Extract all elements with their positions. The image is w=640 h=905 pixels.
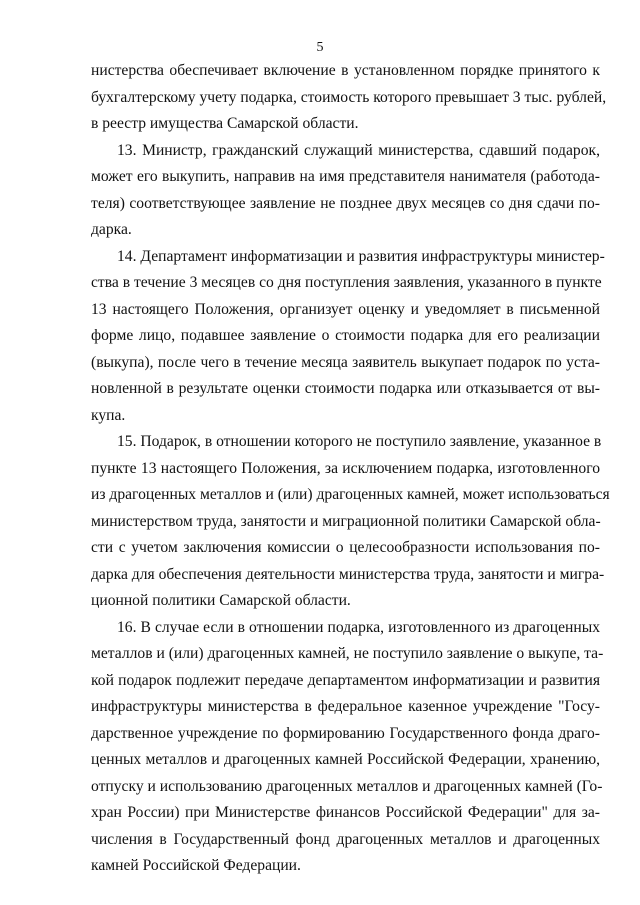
text-line: дарка для обеспечения деятельности министерства труда, занятости и мигра- [91,566,605,583]
text-line: в реестр имущества Самарской области. [91,115,359,132]
page-number: 5 [316,40,324,55]
text-line: бухгалтерскому учету подарка, стоимость которого превышает 3 тыс. рублей, [91,89,607,106]
text-line: дарственное учреждение по формированию Государственного фонда драго- [91,725,600,742]
text-line: пункте 13 настоящего Положения, за исключением подарка, изготовленного [91,460,600,477]
text-line: инфраструктуры министерства в федеральное казенное учреждение "Госу- [91,698,600,715]
text-line: ционной политики Самарской области. [91,592,351,609]
text-line: из драгоценных металлов и (или) драгоценных камней, может использоваться [91,486,610,503]
text-line: (выкупа), после чего в течение месяца заявитель выкупает подарок по уста- [91,354,600,371]
text-line: теля) соответствующее заявление не позднее двух месяцев со дня сдачи по- [91,195,600,212]
text-line: купа. [91,407,126,424]
text-line: ценных металлов и драгоценных камней Российской Федерации, хранению, [91,751,600,768]
text-line: числения в Государственный фонд драгоценных металлов и драгоценных [91,831,600,848]
text-line: ства в течение 3 месяцев со дня поступления заявления, указанного в пункте [91,274,602,291]
text-line: новленной в результате оценки стоимости подарка или отказывается от вы- [91,380,600,397]
paragraph-13-first-line: 13. Министр, гражданский служащий министерства, сдавший подарок, [117,142,600,159]
text-line: 13 настоящего Положения, организует оценку и уведомляет в письменной [91,301,600,318]
text-line: может его выкупить, направив на имя представителя нанимателя (работода- [91,168,600,185]
text-line: хран России) при Министерстве финансов Российской Федерации" для за- [91,804,600,821]
paragraph-16-first-line: 16. В случае если в отношении подарка, изготовленного из драгоценных [117,619,600,636]
paragraph-14-first-line: 14. Департамент информатизации и развития инфраструктуры министер- [117,248,605,265]
text-line: сти с учетом заключения комиссии о целесообразности использования по- [91,539,600,556]
text-line: дарка. [91,221,132,238]
paragraph-15-first-line: 15. Подарок, в отношении которого не поступило заявление, указанное в [117,433,602,450]
text-line: кой подарок подлежит передаче департаментом информатизации и развития [91,672,600,689]
text-line: форме лицо, подавшее заявление о стоимости подарка для его реализации [91,327,600,344]
text-line: металлов и (или) драгоценных камней, не поступило заявление о выкупе, та- [91,645,604,662]
text-line: камней Российской Федерации. [91,857,301,874]
text-line: министерством труда, занятости и миграционной политики Самарской обла- [91,513,601,530]
text-line: отпуску и использованию драгоценных металлов и драгоценных камней (Го- [91,778,603,795]
text-line: нистерства обеспечивает включение в установленном порядке принятого к [91,62,600,79]
